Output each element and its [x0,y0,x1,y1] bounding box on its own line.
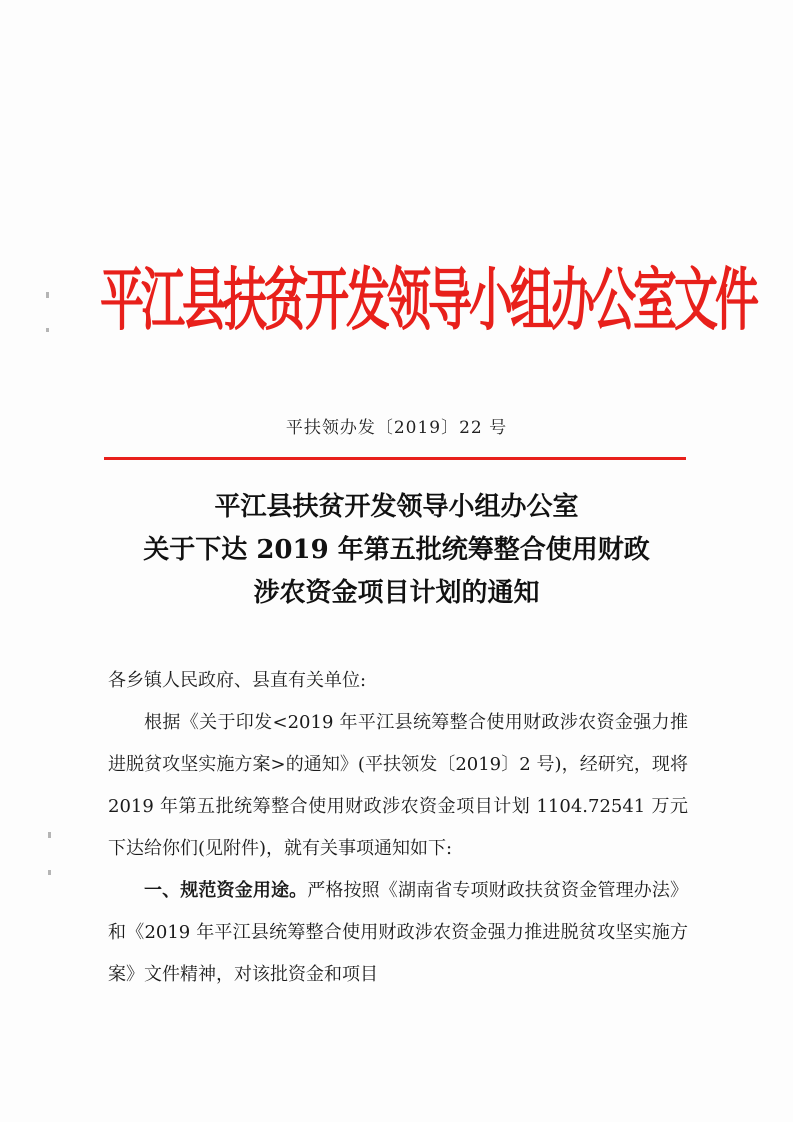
item-1-text: 严格按照《湖南省专项财政扶贫资金管理办法》和《2019 年平江县统筹整合使用财政涉农资金强力推进脱贫攻坚实施方案》文件精神，对该批资金和项目 [108,880,689,985]
paragraph-item-1 [108,870,688,996]
scan-speck [46,328,49,332]
title-line-3: 涉农资金项目计划的通知 [253,578,540,608]
document-number: 平扶领办发〔2019〕22 号 [285,418,508,438]
scan-speck [46,292,49,298]
salutation: 各乡镇人民政府、县直有关单位: [108,670,367,691]
red-header-title: 平江县扶贫开发领导小组办公室文件 [100,261,756,341]
title-line-1: 平江县扶贫开发领导小组办公室 [214,492,579,522]
red-separator-line [104,457,686,460]
scan-speck [48,832,51,838]
item-1-heading: 一、规范资金用途。 [144,880,308,901]
scan-speck [48,870,51,875]
title-line-2: 关于下达 2019 年第五批统筹整合使用财政 [143,535,650,565]
notice-title [0,486,793,615]
paragraph-intro: 根据《关于印发<2019 年平江县统筹整合使用财政涉农资金强力推进脱贫攻坚实施方案>的通知》(平扶领发〔2019〕2 号)，经研究，现将 2019 年第五批统筹整合使用财政涉农资金项目计划 1104.72541 万元下达给你们(见附件)，就有关事项通知如下: [108,712,688,859]
notice-body [108,660,688,996]
